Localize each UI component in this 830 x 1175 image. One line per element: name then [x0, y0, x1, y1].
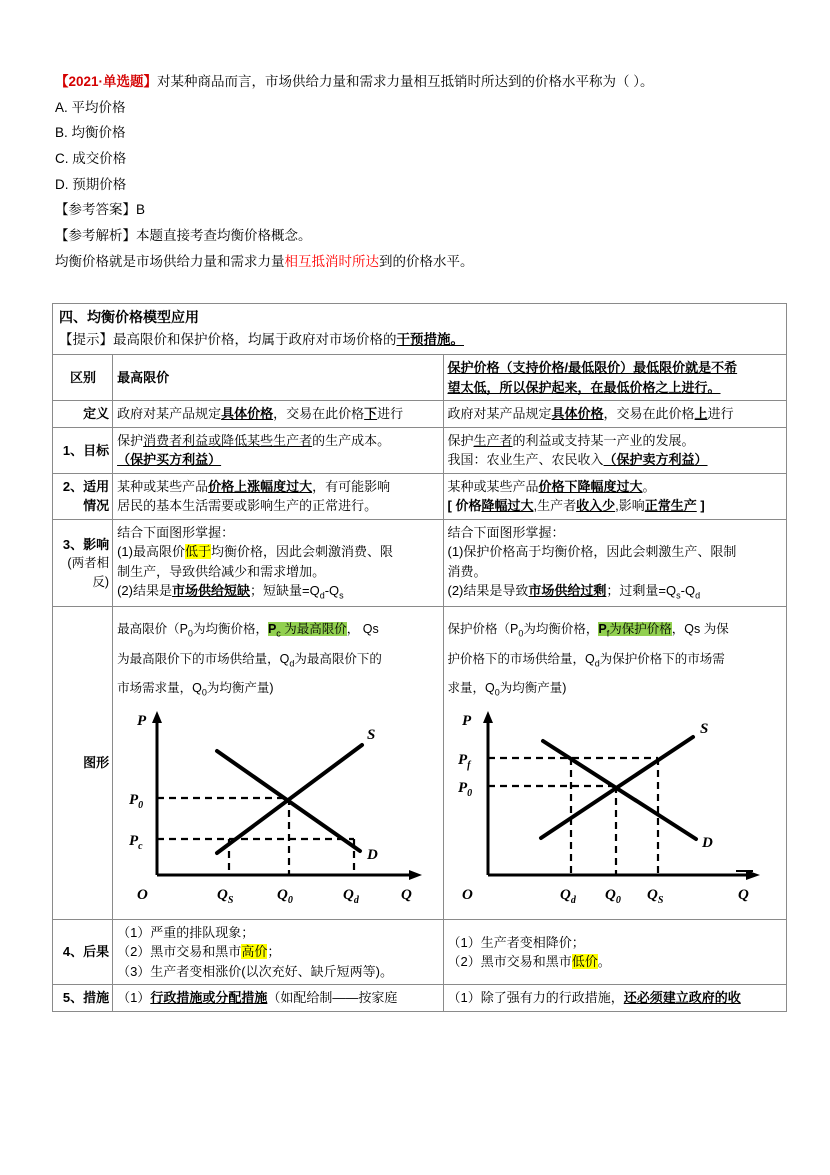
- cons-right-l2-a: （2）黑市交易和黑市: [447, 954, 572, 970]
- appl-left-l2: 居民的基本生活需要或影响生产的正常进行。: [117, 498, 378, 514]
- cn-l3-sub: 0: [201, 687, 207, 698]
- effect-right-l4-sub1: s: [676, 590, 681, 601]
- goal-left-l1-a: 保护: [117, 432, 144, 448]
- def-left-a: 政府对某产品规定: [117, 406, 222, 422]
- fn-l1-highlight: [598, 622, 672, 639]
- effect-left-l2-a: (1)最高限价: [117, 544, 185, 560]
- header-label: 区别: [53, 355, 113, 401]
- goal-left-l2: （保护买方利益）: [117, 452, 222, 468]
- ceiling-qd-tick: $Q_d$: [343, 886, 359, 903]
- analysis-label: 【参考解析】: [55, 227, 136, 243]
- price-floor-chart: [448, 703, 783, 911]
- effect-left-l4-c: ；短缺量=Q: [249, 583, 320, 599]
- floor-q0-tick: $Q_0$: [604, 886, 621, 903]
- analysis-line: [55, 226, 785, 245]
- row-measures-right: [443, 985, 787, 1012]
- table-row: [53, 607, 787, 920]
- section-title-row: [53, 304, 787, 355]
- ceiling-demand-label: D: [367, 846, 378, 863]
- price-ceiling-svg: [117, 703, 437, 903]
- row-effect-right: [443, 519, 787, 607]
- effect-right-l4-a: (2)结果是导致: [447, 583, 529, 599]
- goal-right-l1-u: 生产者: [473, 432, 513, 448]
- appl-right-l2-a: [ 价格: [447, 498, 482, 514]
- ceiling-note-l3: [117, 674, 438, 703]
- cn-l2-a: 为最高限价下的市场供给量，Q: [117, 651, 290, 666]
- goal-right-l2-a: 我国：农业生产、农民收入: [447, 452, 604, 468]
- fn-l1-c: ，Qs 为保: [671, 622, 729, 637]
- effect-left-l4-sub2: s: [339, 590, 344, 601]
- header-right-line2: 望太低，所以保护起来，在最低价格之上进行。: [447, 379, 721, 395]
- comparison-table: [52, 303, 787, 1012]
- effect-right-l3: 消费。: [447, 563, 487, 579]
- table-row: [53, 919, 787, 985]
- row-definition-right: [443, 401, 787, 428]
- fn-l1-a: 保护价格（P: [447, 622, 519, 637]
- meas-left-a: （1）: [117, 990, 151, 1006]
- cons-left-l2-b: ；: [267, 944, 281, 960]
- cn-l1-hl-a: P: [267, 622, 277, 637]
- cons-right-l2-b: 。: [597, 954, 611, 970]
- answer-label: 【参考答案】: [55, 202, 136, 218]
- def-left-d: 下: [364, 406, 378, 422]
- cn-l1-hl-b: 为最高限价: [280, 622, 347, 637]
- row-label-effect: [53, 519, 113, 607]
- meas-right-a: （1）除了强有力的行政措施，: [447, 990, 624, 1006]
- fn-l1-hl-a: P: [598, 622, 607, 637]
- hint-underline: 干预措施。: [396, 332, 464, 347]
- question-tag: 【2021·单选题】: [55, 74, 158, 89]
- def-right-b: 具体价格: [551, 406, 604, 422]
- def-left-b: 具体价格: [221, 406, 274, 422]
- row-label-definition: 定义: [53, 401, 113, 428]
- appl-left-l1-a: 某种或某些产品: [117, 478, 209, 494]
- effect-left-l3: 制生产，导致供给减少和需求增加。: [117, 563, 326, 579]
- row-label-measures: 5、措施: [53, 985, 113, 1012]
- table-row: [53, 401, 787, 428]
- ceiling-note: [117, 615, 438, 703]
- fn-l2-sub: d: [594, 658, 600, 669]
- appl-right-l1: [448, 477, 784, 497]
- row-consequence-left: [113, 919, 443, 985]
- row-measures-left: [113, 985, 443, 1012]
- effect-right-l4: [448, 581, 784, 603]
- appl-right-l1-c: 。: [642, 478, 656, 494]
- row-effect-left: [113, 519, 443, 607]
- def-right-e: 进行: [707, 406, 734, 422]
- table-row: [53, 473, 787, 519]
- appl-left-l1-c: ，有可能影响: [312, 478, 391, 494]
- ceiling-x-axis-label: Q: [401, 886, 412, 903]
- goal-left-l1-u: 消费者利益或降低某些生产者: [143, 432, 313, 448]
- cn-l3-a: 市场需求量，Q: [117, 680, 202, 695]
- floor-x-axis-label: Q: [737, 886, 749, 903]
- appl-right-l2-g: ]: [696, 498, 705, 514]
- cons-right-l2-highlight: 低价: [571, 954, 598, 970]
- goal-right-l2-b: （保护卖方利益）: [603, 452, 708, 468]
- meas-right-b: 还必须建立政府的收: [623, 990, 741, 1006]
- effect-label-l2: (两者相: [67, 556, 110, 571]
- meas-left-b: 行政措施或分配措施: [150, 990, 268, 1006]
- cons-left-l2-a: （2）黑市交易和黑市: [117, 944, 242, 960]
- effect-left-l2-highlight: 低于: [184, 544, 211, 560]
- appl-right-l2-c: ,生产者: [533, 498, 577, 514]
- question-stem-line: [55, 72, 785, 91]
- floor-origin-label: O: [461, 886, 473, 903]
- effect-right-l4-d: -Q: [680, 583, 696, 599]
- effect-label-l3: 反): [92, 574, 110, 589]
- ceiling-origin-label: O: [137, 886, 148, 903]
- floor-note-l3: [448, 674, 783, 703]
- effect-right-l4-sub2: d: [695, 590, 701, 601]
- ceiling-p0-tick: $P_0$: [129, 791, 144, 811]
- floor-y-axis-label: P: [461, 712, 471, 729]
- floor-p0-tick: $P_0$: [457, 779, 472, 799]
- effect-left-l4-d: -Q: [324, 583, 340, 599]
- answer-line: [55, 200, 785, 219]
- table-row: [53, 519, 787, 607]
- row-applicability-right: [443, 473, 787, 519]
- cn-l2-b: 为最高限价下的: [294, 651, 382, 666]
- cn-l1-sub: 0: [187, 628, 193, 639]
- effect-right-l1: 结合下面图形掌握：: [447, 524, 565, 540]
- appl-right-l2: [448, 496, 784, 516]
- row-graph-right: [443, 607, 787, 920]
- section-title: 四、均衡价格模型应用: [59, 309, 199, 325]
- fn-l3-a: 求量，Q: [447, 680, 495, 695]
- row-graph-left: [113, 607, 443, 920]
- effect-left-l4-sub1: d: [319, 590, 325, 601]
- ceiling-y-axis-label: P: [137, 712, 147, 729]
- appl-right-l1-a: 某种或某些产品: [447, 478, 539, 494]
- appl-label-l2: 情况: [83, 498, 110, 514]
- effect-right-l4-b: 市场供给过剩: [528, 583, 607, 599]
- effect-left-l2: [117, 542, 439, 562]
- def-right-d: 上: [694, 406, 708, 422]
- effect-right-l4-c: ；过剩量=Q: [606, 583, 677, 599]
- cn-l1-hl-sub: c: [276, 628, 281, 639]
- floor-qs-tick: $Q_S$: [646, 886, 663, 903]
- table-row: [53, 985, 787, 1012]
- effect-left-l4: [117, 581, 439, 603]
- meas-left-c: （如配给制——按家庭: [267, 990, 398, 1006]
- appl-right-l2-d: 收入少: [576, 498, 616, 514]
- option-c: C. 成交价格: [55, 150, 127, 166]
- row-label-goal: 1、目标: [53, 427, 113, 473]
- ceiling-pc-tick: $P_c$: [129, 832, 143, 852]
- fn-l1-hl-sub: f: [606, 628, 610, 639]
- ceiling-note-l1: [117, 615, 438, 644]
- effect-left-l4-b: 市场供给短缺: [171, 583, 250, 599]
- cons-left-l3: （3）生产者变相涨价(以次充好、缺斤短两等)。: [117, 963, 393, 979]
- price-ceiling-chart: [117, 703, 438, 911]
- ceiling-qs-tick: $Q_S$: [217, 886, 234, 903]
- goal-left-l1: [117, 431, 439, 451]
- row-goal-left: [113, 427, 443, 473]
- option-a: A. 平均价格: [55, 99, 126, 115]
- cons-left-l2: [117, 942, 439, 962]
- analysis-line-2: [55, 252, 785, 271]
- appl-label-l1: 2、适用: [62, 478, 110, 494]
- effect-label-l1: 3、影响: [62, 536, 110, 552]
- ceiling-supply-label: S: [367, 726, 376, 743]
- cons-right-l2: [448, 952, 784, 972]
- floor-note-l1: [448, 615, 783, 644]
- goal-left-l1-b: 的生产成本。: [312, 432, 391, 448]
- answer-value: B: [136, 202, 146, 218]
- goal-right-l1: [448, 431, 784, 451]
- analysis-l2-b: 到的价格水平。: [379, 253, 474, 269]
- floor-pf-tick: $P_f$: [457, 751, 471, 771]
- option-b: B. 均衡价格: [55, 125, 126, 141]
- fn-l2-a: 护价格下的市场供给量，Q: [447, 651, 595, 666]
- def-right-c: ，交易在此价格: [603, 406, 695, 422]
- effect-left-l4-a: (2)结果是: [117, 583, 172, 599]
- appl-right-l2-e: ,影响: [615, 498, 645, 514]
- row-label-graph: 图形: [53, 607, 113, 920]
- row-goal-right: [443, 427, 787, 473]
- floor-note-l2: [448, 645, 783, 674]
- fn-l1-sub: 0: [518, 628, 524, 639]
- appl-left-l1: [117, 477, 439, 497]
- fn-l1-hl-b: 为保护价格: [609, 622, 672, 637]
- cn-l1-c: ， Qs: [346, 622, 379, 637]
- ceiling-note-l2: [117, 645, 438, 674]
- row-definition-left: [113, 401, 443, 428]
- def-left-e: 进行: [377, 406, 404, 422]
- floor-demand-label: D: [701, 834, 713, 851]
- table-row: [53, 427, 787, 473]
- floor-qd-tick: $Q_d$: [559, 886, 576, 903]
- fn-l3-b: 为均衡产量): [499, 680, 567, 695]
- cons-left-l2-highlight: 高价: [241, 944, 268, 960]
- appl-left-l1-b: 价格上涨幅度过大: [208, 478, 313, 494]
- row-label-consequence: 4、后果: [53, 919, 113, 985]
- header-left: 最高限价: [113, 355, 443, 401]
- row-consequence-right: [443, 919, 787, 985]
- cn-l3-b: 为均衡产量): [206, 680, 274, 695]
- floor-note: [448, 615, 783, 703]
- effect-left-l2-b: 均衡价格，因此会刺激消费、限: [210, 544, 393, 560]
- cn-l1-a: 最高限价（P: [117, 622, 188, 637]
- cn-l1-b: 为均衡价格，: [192, 622, 268, 637]
- price-floor-svg: [448, 703, 778, 903]
- cn-l2-sub: d: [289, 658, 295, 669]
- option-d: D. 预期价格: [55, 176, 127, 192]
- goal-right-l1-b: 的利益或支持某一产业的发展。: [512, 432, 695, 448]
- row-label-applicability: [53, 473, 113, 519]
- appl-right-l1-b: 价格下降幅度过大: [538, 478, 643, 494]
- question-block: [55, 72, 785, 277]
- ceiling-q0-tick: $Q_0$: [277, 886, 293, 903]
- cons-right-l1: （1）生产者变相降价；: [447, 934, 585, 950]
- effect-left-l1: 结合下面图形掌握：: [117, 524, 235, 540]
- analysis-text: 本题直接考查均衡价格概念。: [136, 227, 312, 243]
- fn-l2-b: 为保护价格下的市场需: [599, 651, 725, 666]
- analysis-l2-a: 均衡价格就是市场供给力量和需求力量: [55, 253, 285, 269]
- cn-l1-highlight: [267, 622, 347, 639]
- fn-l3-sub: 0: [494, 687, 500, 698]
- cons-left-l1: （1）严重的排队现象；: [117, 924, 255, 940]
- fn-l1-b: 为均衡价格，: [523, 622, 599, 637]
- section-hint: [57, 329, 782, 354]
- appl-right-l2-b: 降幅过大: [481, 498, 534, 514]
- floor-supply-label: S: [699, 720, 708, 737]
- hint-prefix: 【提示】最高限价和保护价格，均属于政府对市场价格的: [59, 332, 397, 347]
- appl-right-l2-f: 正常生产: [644, 498, 697, 514]
- row-applicability-left: [113, 473, 443, 519]
- analysis-l2-highlight: 相互抵消时所达: [284, 253, 379, 269]
- def-left-c: ，交易在此价格: [273, 406, 365, 422]
- goal-right-l1-a: 保护: [447, 432, 474, 448]
- def-right-a: 政府对某产品规定: [447, 406, 552, 422]
- header-right-line1: 保护价格（支持价格/最低限价）最低限价就是不希: [447, 360, 738, 376]
- effect-right-l2: (1)保护价格高于均衡价格，因此会刺激生产、限制: [447, 544, 737, 560]
- question-stem: 对某种商品而言，市场供给力量和需求力量相互抵销时所达到的价格水平称为（ ）。: [157, 74, 654, 89]
- goal-right-l2: [448, 450, 784, 470]
- header-right: [443, 355, 787, 401]
- table-header-row: [53, 355, 787, 401]
